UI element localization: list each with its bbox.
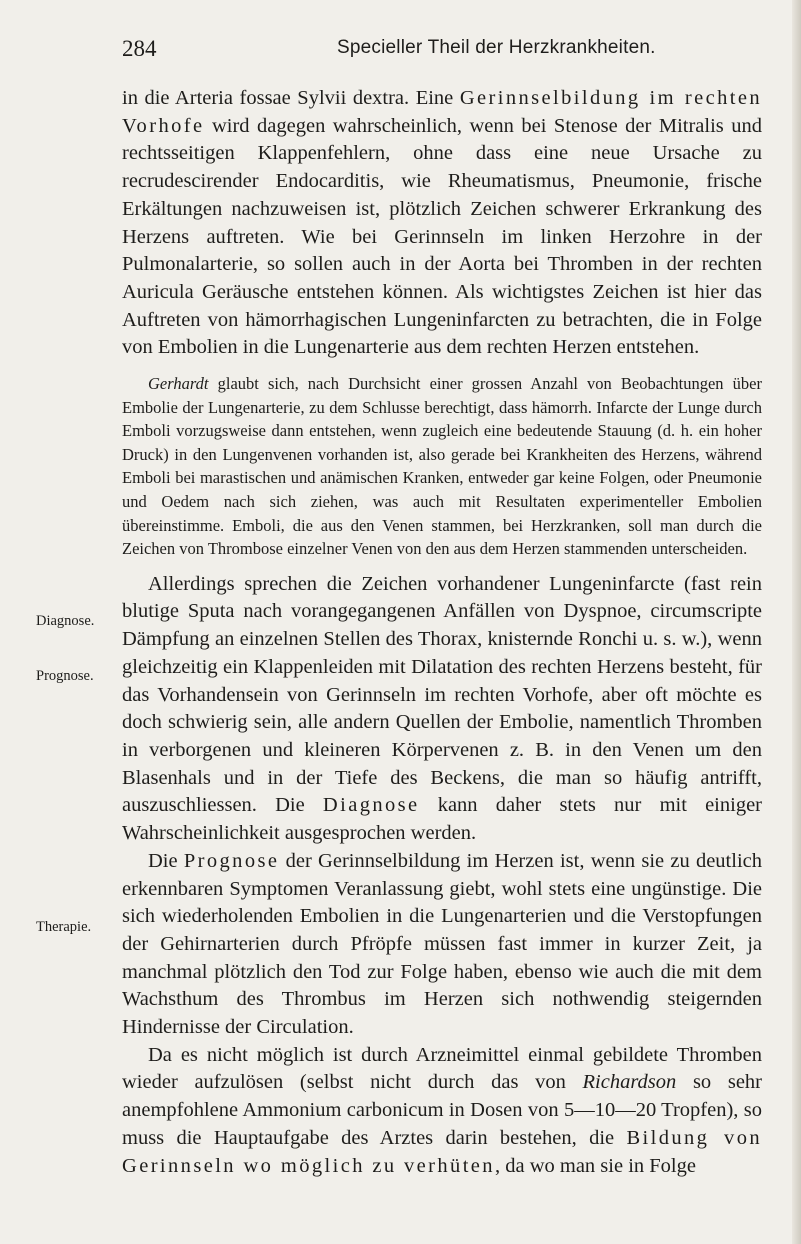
- margin-note-prognose: Prognose.: [36, 668, 94, 684]
- paragraph-1-text-c: wird dagegen wahrscheinlich, wenn bei Stenose der Mitralis und rechtsseitigen Klappenfehlern, ohne dass eine neue Ursache zu recrudescirender Endocarditis, wie Rheumatismus, Pneumonie, frische Erkältungen nachzuweisen ist, plötzlich Zeichen schwerer Erkrankung des Herzens auftreten. Wie bei Gerinnseln im linken Herzohre in der Pulmonalarterie, so sollen auch in der Aorta bei Thromben in der rechten Auricula Geräusche entstehen können. Als wichtigstes Zeichen ist hier das Auftreten von hämorrhagischen Lungeninfarcten zu betrachten, die in Folge von Embolien in die Lungenarterie aus dem rechten Herzen entstehen.: [122, 114, 762, 359]
- running-title: Specieller Theil der Herzkrankheiten.: [337, 37, 656, 58]
- page-number: 284: [122, 36, 157, 61]
- paragraph-1: [122, 85, 762, 362]
- paragraph-5-text-d: , da wo man sie in Folge: [494, 1154, 696, 1177]
- paragraph-5: [122, 1042, 762, 1181]
- author-richardson: Richardson: [582, 1071, 677, 1094]
- page-body: [122, 85, 762, 1180]
- paragraph-4: [122, 848, 762, 1042]
- page-edge-shadow: [792, 0, 801, 1244]
- emphasis-diagnose: Diagnose: [322, 794, 420, 817]
- margin-note-therapie: Therapie.: [36, 919, 92, 935]
- emphasis-bildung: Bildung von Gerinnseln wo möglich zu verhüten: [122, 1126, 762, 1177]
- emphasis-prognose: Prognose: [183, 849, 280, 872]
- author-gerhardt: Gerhardt: [148, 374, 209, 394]
- paragraph-1-text-a: in die Arteria fossae Sylvii dextra. Eine: [122, 87, 460, 109]
- paragraph-3-text-c: kann daher stets nur mit einiger Wahrscheinlichkeit ausgesprochen werden.: [122, 794, 762, 845]
- page-header: [122, 36, 782, 66]
- paragraph-4-text-a: Die: [148, 849, 184, 872]
- paragraph-2-smallprint: [122, 372, 762, 561]
- paragraph-3-text-a: Allerdings sprechen die Zeichen vorhandener Lungeninfarcte (fast rein blutige Sputa nach vorangegangenen Anfällen von Dyspnoe, circumscripte Dämpfung an einzelnen Stellen des Thorax, knisternde Ronchi u. s. w.), wenn gleichzeitig ein Klappenleiden mit Dilatation des rechten Herzens besteht, für das Vorhandensein von Gerinnseln im rechten Vorhofe, aber oft möchte es doch schwierig sein, alle andern Quellen der Embolie, namentlich Thromben in verborgenen und kleineren Körpervenen z. B. in den Venen um den Blasenhals und in der Tiefe des Beckens, die man so häufig antrifft, auszuschliessen. Die: [122, 572, 762, 817]
- emphasis-gerinnselbildung: Gerinnselbildung im rechten Vorhofe: [122, 87, 762, 137]
- paragraph-2-text: glaubt sich, nach Durchsicht einer grossen Anzahl von Beobachtungen über Embolie der Lungenarterie, zu dem Schlusse berechtigt, dass hämorrh. Infarcte der Lunge durch Emboli vorzugsweise dann entstehen, wenn zugleich eine bedeutende Stauung (d. h. ein hoher Druck) in den Lungenvenen vorhanden ist, also gerade bei Krankheiten des Herzens, während Emboli bei marastischen und anämischen Kranken, entweder gar keine Folgen, oder Pneumonie und Oedem nach sich ziehen, was auch mit Resultaten experimenteller Embolien übereinstimme. Emboli, die aus den Venen stammen, bei Herzkranken, soll man durch die Zeichen von Thrombose einzelner Venen von den aus dem Herzen stammenden unterscheiden.: [122, 374, 762, 559]
- paragraph-4-text-c: der Gerinnselbildung im Herzen ist, wenn sie zu deutlich erkennbaren Symptomen Veranlassung giebt, wohl stets eine ungünstige. Die sich wiederholenden Embolien in die Lungenarterien und die Verstopfungen der Gehirnarterien durch Pfröpfe müssen fast immer in kurzer Zeit, ja manchmal plötzlich den Tod zur Folge haben, ebenso wie auch die mit dem Wachsthum des Thrombus im Herzen sich nothwendig steigernden Hindernisse der Circulation.: [122, 849, 762, 1039]
- paragraph-5-text-b: so sehr anempfohlene Ammonium carbonicum in Dosen von 5—10—20 Tropfen), so muss die Hauptaufgabe des Arztes darin bestehen, die: [122, 1071, 762, 1149]
- margin-note-diagnose: Diagnose.: [36, 613, 95, 629]
- paragraph-5-text-a: Da es nicht möglich ist durch Arzneimittel einmal gebildete Thromben wieder aufzulösen (selbst nicht durch das von: [122, 1043, 762, 1094]
- paragraph-3: [122, 571, 762, 848]
